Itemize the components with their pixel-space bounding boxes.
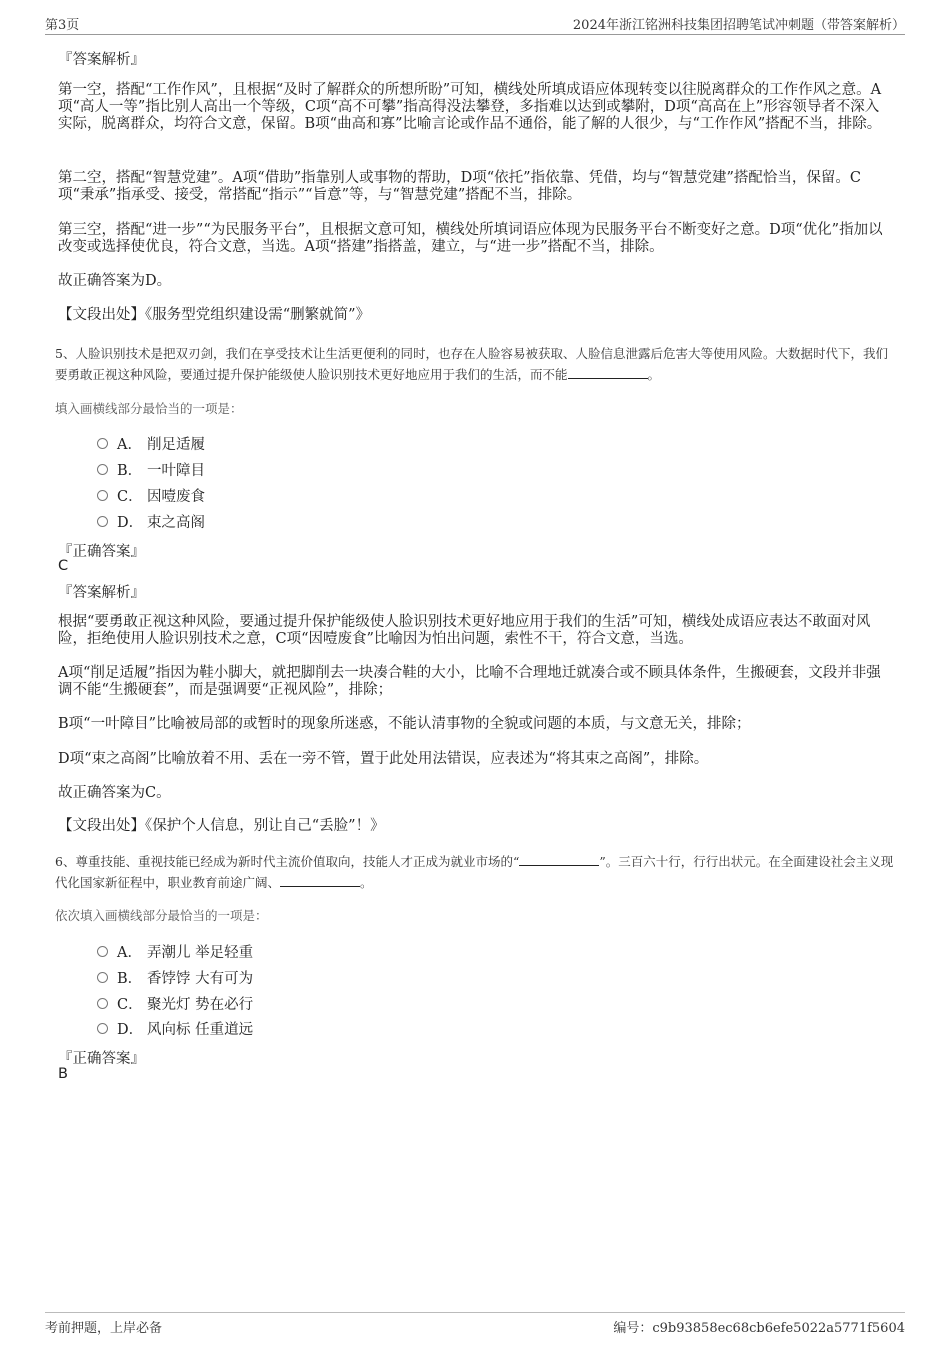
source-citation: 【文段出处】《服务型党组织建设需“删繁就简”》 (58, 307, 371, 323)
option-letter: D． (117, 1021, 144, 1038)
option-text: 聚光灯 势在必行 (147, 996, 254, 1013)
question-stem: 5、人脸识别技术是把双刃剑，我们在享受技术让生活更便利的同时，也存在人脸容易被获取、人脸信息泄露后危害大等使用风险。大数据时代下，我们要勇敢正视这种风险，要通过提升保护能级使人脸识别技术更好地应用于我们的生活，而不能 。 (55, 346, 888, 382)
analysis-tag: 『答案解析』 (58, 585, 145, 601)
answer-statement: 故正确答案为D。 (58, 273, 172, 289)
analysis-paragraph: 第二空，搭配“智慧党建”。A项“借助”指靠别人或事物的帮助，D项“依托”指依靠、凭借，均与“智慧党建”搭配恰当，保留。C项“秉承”指承受、接受，常搭配“指示”“旨意”等，与“智慧党建”搭配不当，排除。 (58, 170, 861, 203)
footer-slogan: 考前押题，上岸必备 (45, 1321, 163, 1336)
option-letter: C． (117, 996, 143, 1013)
option-c[interactable] (97, 993, 253, 1013)
question-hint: 填入画横线部分最恰当的一项是： (55, 401, 243, 416)
option-text: 束之高阁 (147, 514, 205, 531)
answer-statement: 故正确答案为C。 (58, 785, 171, 801)
option-letter: B． (117, 970, 143, 987)
correct-answer-tag: 『正确答案』 (58, 1051, 145, 1067)
analysis-paragraph: 第一空，搭配“工作作风”，且根据“及时了解群众的所想所盼”可知，横线处所填成语应体现转变以往脱离群众的工作作风之意。A项“高人一等”指比别人高出一个等级，C项“高不可攀”指高得没法攀登，多指难以达到或攀附，D项“高高在上”形容领导者不深入实际，脱离群众，均符合文意，保留。B项“曲高和寡”比喻言论或作品不通俗，能了解的人很少，与“工作作风”搭配不当，排除。 (58, 82, 882, 132)
option-b[interactable] (97, 459, 205, 479)
radio-icon[interactable] (97, 1023, 108, 1034)
document-title: 2024年浙江铭洲科技集团招聘笔试冲刺题（带答案解析） (572, 18, 905, 33)
option-letter: A． (117, 436, 142, 453)
analysis-paragraph: 第三空，搭配“进一步”“为民服务平台”，且根据文意可知，横线处所填词语应体现为民服务平台不断变好之意。D项“优化”指加以改变或选择使优良，符合文意，当选。A项“搭建”指搭盖，建立，与“进一步”搭配不当，排除。 (58, 222, 883, 255)
option-letter: C． (117, 488, 143, 505)
option-d[interactable] (97, 511, 205, 531)
correct-answer-tag: 『正确答案』 (58, 544, 145, 560)
analysis-paragraph: A项“削足适履”指因为鞋小脚大，就把脚削去一块凑合鞋的大小，比喻不合理地迁就凑合或不顾具体条件，生搬硬套，文段并非强调不能“生搬硬套”，而是强调要“正视风险”，排除； (58, 665, 881, 698)
radio-icon[interactable] (97, 972, 108, 983)
radio-icon[interactable] (97, 946, 108, 957)
question-hint: 依次填入画横线部分最恰当的一项是： (55, 908, 268, 923)
radio-icon[interactable] (97, 490, 108, 501)
answer-blank (568, 366, 648, 379)
page-header (45, 12, 905, 35)
page-footer (45, 1312, 905, 1337)
answer-blank (519, 853, 599, 866)
option-text: 香饽饽 大有可为 (147, 970, 254, 987)
option-d[interactable] (97, 1018, 253, 1038)
page-number: 第3页 (45, 18, 80, 33)
correct-answer: B (58, 1066, 68, 1082)
correct-answer: C (58, 558, 69, 574)
answer-blank (280, 874, 360, 887)
analysis-tag: 『答案解析』 (58, 52, 145, 68)
option-text: 因噎废食 (147, 488, 205, 505)
option-letter: D． (117, 514, 144, 531)
question-stem: 6、尊重技能、重视技能已经成为新时代主流价值取向，技能人才正成为就业市场的“ ”。三百六十行，行行出状元。在全面建设社会主义现代化国家新征程中，职业教育前途广阔、 。 (55, 854, 894, 890)
analysis-paragraph: B项“一叶障目”比喻被局部的或暂时的现象所迷惑，不能认清事物的全貌或问题的本质，与文意无关，排除； (58, 716, 751, 732)
source-citation: 【文段出处】《保护个人信息，别让自己“丢脸”！》 (58, 818, 385, 834)
option-text: 弄潮儿 举足轻重 (147, 944, 254, 961)
option-letter: A． (117, 944, 142, 961)
option-b[interactable] (97, 967, 253, 987)
option-text: 削足适履 (147, 436, 205, 453)
radio-icon[interactable] (97, 998, 108, 1009)
analysis-paragraph: D项“束之高阁”比喻放着不用、丢在一旁不管，置于此处用法错误，应表述为“将其束之高阁”，排除。 (58, 751, 709, 767)
option-text: 风向标 任重道远 (147, 1021, 254, 1038)
radio-icon[interactable] (97, 516, 108, 527)
option-a[interactable] (97, 941, 253, 961)
option-a[interactable] (97, 433, 205, 453)
option-text: 一叶障目 (147, 462, 205, 479)
radio-icon[interactable] (97, 438, 108, 449)
option-letter: B． (117, 462, 143, 479)
document-id: 编号：c9b93858ec68cb6efe5022a5771f5604 (613, 1321, 905, 1336)
radio-icon[interactable] (97, 464, 108, 475)
option-c[interactable] (97, 485, 205, 505)
analysis-paragraph: 根据“要勇敢正视这种风险，要通过提升保护能级使人脸识别技术更好地应用于我们的生活”可知，横线处成语应表达不敢面对风险，拒绝使用人脸识别技术之意，C项“因噎废食”比喻因为怕出问题，索性不干，符合文意，当选。 (58, 614, 871, 647)
